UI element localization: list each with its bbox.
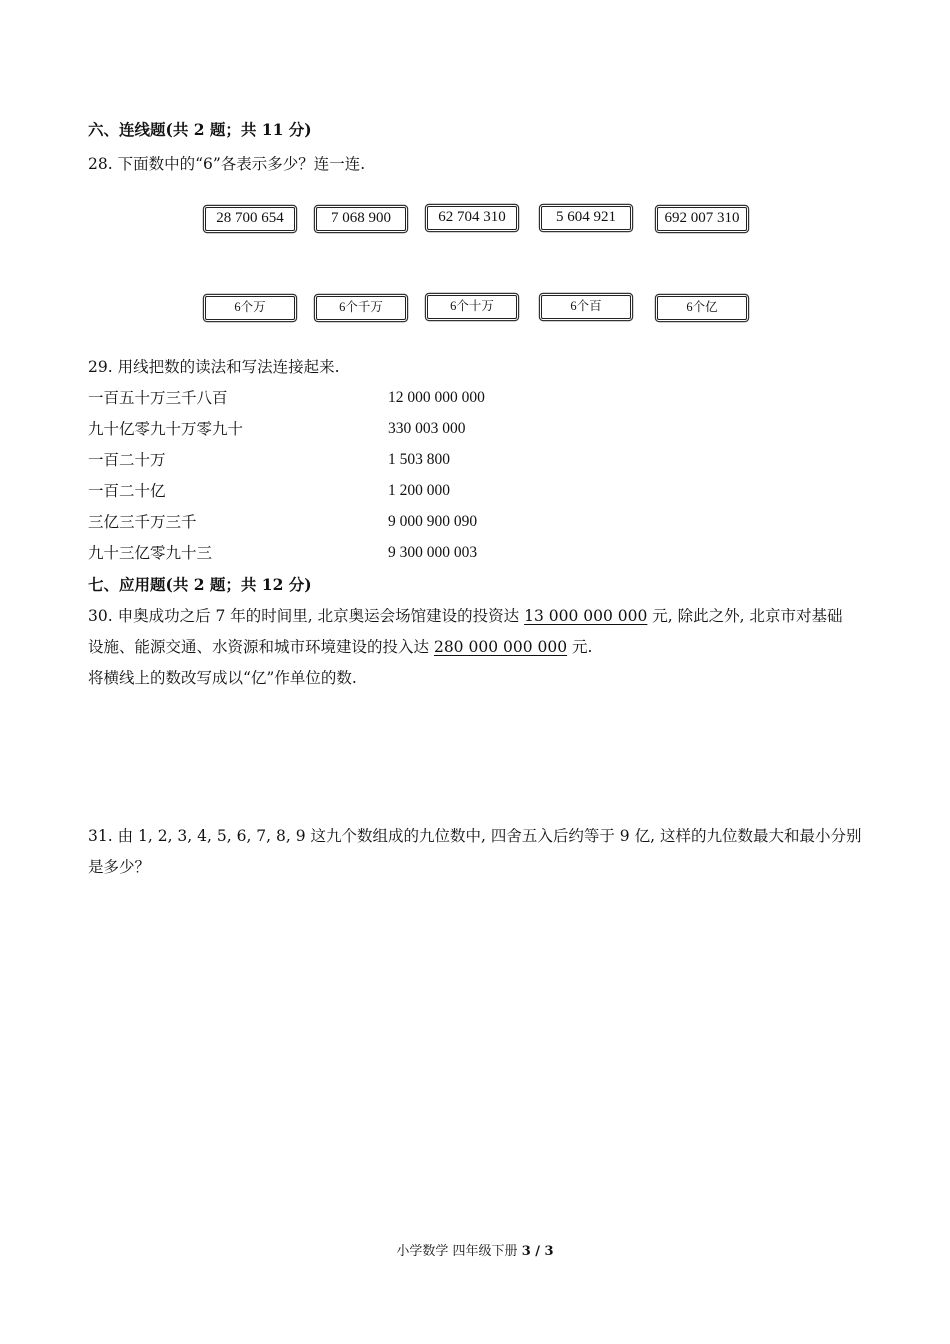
- question-30-line-3: 将横线上的数改写成以“亿”作单位的数.: [88, 669, 357, 687]
- reading-item[interactable]: 三亿三千万三千: [88, 513, 197, 531]
- question-31-line-1: 31. 由 1, 2, 3, 4, 5, 6, 7, 8, 9 这九个数组成的九位数中, 四舍五入后约等于 9 亿, 这样的九位数最大和最小分别: [88, 827, 862, 845]
- writing-item[interactable]: 12 000 000 000: [388, 389, 485, 406]
- number-box[interactable]: 28 700 654: [205, 207, 295, 231]
- page-number: 3 / 3: [521, 1244, 554, 1259]
- place-box[interactable]: 6个百: [541, 295, 631, 319]
- q30-value-1: 13 000 000 000: [524, 607, 648, 625]
- place-box[interactable]: 6个万: [205, 296, 295, 320]
- writing-item[interactable]: 1 200 000: [388, 482, 450, 499]
- q30-text-c: 设施、能源交通、水资源和城市环境建设的投入达: [88, 638, 430, 656]
- question-28-text: 28. 下面数中的“6”各表示多少？连一连.: [88, 155, 366, 173]
- section-6-heading: 六、连线题(共 2 题；共 11 分): [88, 120, 312, 139]
- reading-item[interactable]: 一百二十万: [88, 451, 166, 469]
- question-30-line-2: [88, 637, 592, 657]
- writing-item[interactable]: 330 003 000: [388, 420, 466, 437]
- section-7-heading: 七、应用题(共 2 题；共 12 分): [88, 575, 312, 594]
- number-box[interactable]: 5 604 921: [541, 206, 631, 230]
- writing-item[interactable]: 9 000 900 090: [388, 513, 478, 530]
- place-box[interactable]: 6个十万: [427, 295, 517, 319]
- reading-item[interactable]: 一百五十万三千八百: [88, 389, 228, 407]
- question-30-line-1: [88, 606, 843, 626]
- q30-text-d: 元.: [572, 638, 593, 656]
- q30-text-a: 30. 申奥成功之后 7 年的时间里, 北京奥运会场馆建设的投资达: [88, 607, 520, 625]
- number-box[interactable]: 692 007 310: [657, 207, 747, 231]
- number-box[interactable]: 7 068 900: [316, 207, 406, 231]
- question-29-text: 29. 用线把数的读法和写法连接起来.: [88, 358, 340, 376]
- page-footer: [0, 1243, 950, 1261]
- footer-label: 小学数学 四年级下册: [396, 1244, 518, 1259]
- writing-item[interactable]: 1 503 800: [388, 451, 450, 468]
- reading-item[interactable]: 一百二十亿: [88, 482, 166, 500]
- reading-item[interactable]: 九十三亿零九十三: [88, 544, 213, 562]
- q30-value-2: 280 000 000 000: [433, 638, 568, 656]
- number-box[interactable]: 62 704 310: [427, 206, 517, 230]
- writing-item[interactable]: 9 300 000 003: [388, 544, 478, 561]
- q30-text-b: 元, 除此之外, 北京市对基础: [652, 607, 843, 625]
- place-box[interactable]: 6个千万: [316, 296, 406, 320]
- question-31-line-2: 是多少？: [88, 858, 151, 876]
- place-box[interactable]: 6个亿: [657, 296, 747, 320]
- reading-item[interactable]: 九十亿零九十万零九十: [88, 420, 244, 438]
